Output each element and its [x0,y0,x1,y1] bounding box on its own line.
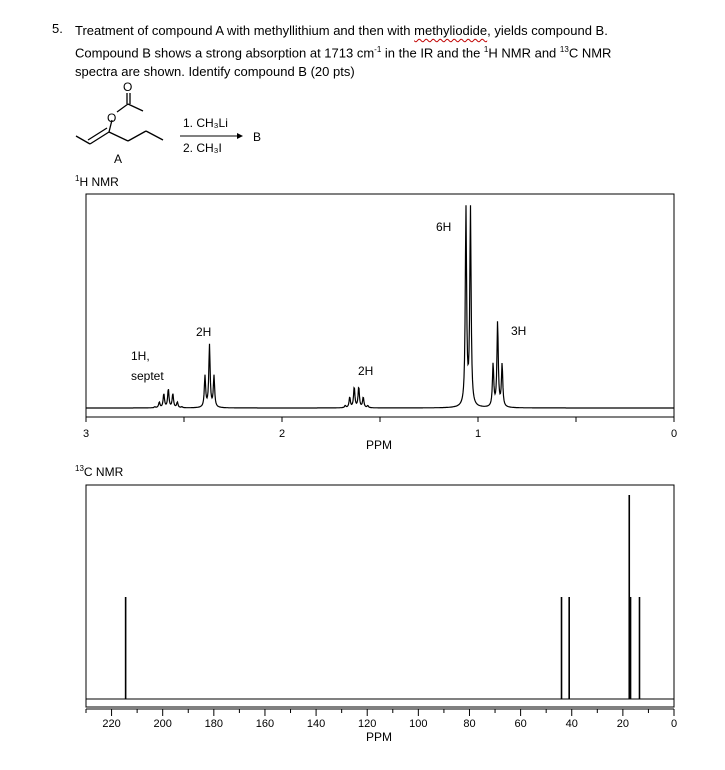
c-tick-label: 60 [514,718,527,730]
annotation-septet: septet [131,369,164,383]
annotation-6h: 6H [436,220,452,234]
c-tick-label: 120 [358,718,377,730]
ester-oxygen: O [107,111,117,125]
reagent-step-1: 1. CH₃Li [183,116,228,130]
spellcheck-word: methyliodide [414,23,488,38]
c-tick-label: 40 [565,718,578,730]
compound-a-label: A [114,152,123,166]
c-tick-label: 100 [409,718,428,730]
annotation-1h: 1H, [131,349,150,363]
c-tick-label: 140 [306,718,326,730]
h-tick-label: 1 [474,428,482,440]
question-line-3: spectra are shown. Identify compound B (20 pts) [75,64,355,80]
product-label: B [253,130,262,144]
carbonyl-oxygen: O [123,80,133,94]
c-tick-label: 20 [616,718,629,730]
annotation-2h-triplet: 2H [196,325,212,339]
c-tick-label: 200 [153,718,172,730]
c-tick-label: 220 [102,718,121,730]
c-tick-label: 180 [204,718,224,730]
h-tick-label: 2 [278,428,286,440]
c-nmr-frame [86,485,674,707]
annotation-3h: 3H [511,324,527,338]
c-nmr-peaks [126,495,640,699]
question-number: 5. [52,21,63,36]
h-tick-label: 3 [82,428,90,440]
c-nmr-ticks [86,709,677,730]
h-nmr-axis-label: PPM [366,438,393,452]
annotation-2h-sextet: 2H [358,364,374,378]
c-tick-label: 160 [255,718,275,730]
c-nmr-axis-label: PPM [366,730,393,744]
h-nmr-title: $^1$H NMR [75,174,119,189]
c-tick-label: 80 [463,718,476,730]
reagent-step-2: 2. CH₃I [183,141,222,155]
h-tick-label: 0 [670,428,678,440]
question-line-2: Compound B shows a strong absorption at 1713 $cm^{-1}$ in the IR and the $^1$H NMR and $^{13}$C NMR [75,45,612,61]
c-nmr-title: $^{13}$C NMR [75,464,124,479]
question-line-1: Treatment of compound A with methyllithium and then with methyliodide, yields compound B. [75,23,608,38]
c-tick-label: 0 [670,718,678,730]
